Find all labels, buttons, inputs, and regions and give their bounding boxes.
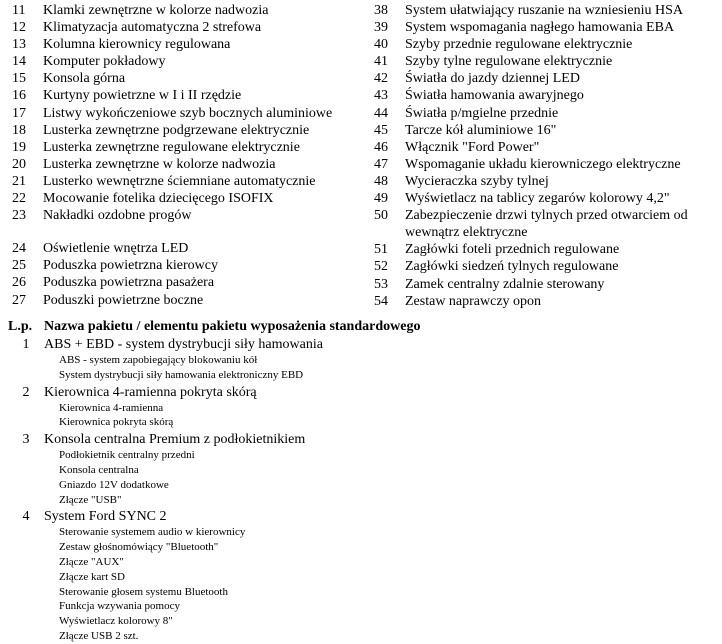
list-item bbox=[374, 276, 722, 293]
item-text: Zamek centralny zdalnie sterowany bbox=[405, 276, 605, 292]
item-text: Zabezpieczenie drzwi tylnych przed otwarciem od wewnątrz elektryczne bbox=[405, 208, 688, 241]
item-text: Oświetlenie wnętrza LED bbox=[43, 241, 189, 257]
item-number: 38 bbox=[374, 3, 388, 18]
list-item bbox=[374, 293, 722, 310]
item-text: Konsola górna bbox=[43, 71, 126, 87]
item-number: 46 bbox=[374, 139, 388, 155]
item-number: 41 bbox=[374, 54, 388, 70]
item-text: Komputer pokładowy bbox=[43, 54, 166, 70]
item-text: Lusterka zewnętrzne w kolorze nadwozia bbox=[43, 156, 276, 172]
item-number: 21 bbox=[12, 173, 26, 189]
item-number: 27 bbox=[12, 292, 26, 308]
item-number: 50 bbox=[374, 208, 388, 224]
item-text: Listwy wykończeniowe szyb bocznych aluminiowe bbox=[43, 105, 333, 121]
list-item bbox=[374, 87, 722, 104]
list-item bbox=[374, 173, 722, 190]
package-element: Funkcja wzywania pomocy bbox=[59, 600, 180, 613]
package-row bbox=[8, 385, 708, 401]
list-item bbox=[12, 190, 364, 207]
list-item bbox=[374, 139, 722, 156]
item-number: 42 bbox=[374, 71, 388, 87]
package-number: 1 bbox=[22, 337, 30, 352]
item-text: System ułatwiający ruszanie na wzniesieniu HSA bbox=[405, 3, 683, 18]
item-text: Poduszka powietrzna pasażera bbox=[43, 275, 215, 291]
list-item bbox=[374, 207, 722, 241]
list-item bbox=[12, 257, 364, 274]
standard-equipment-section bbox=[8, 318, 708, 644]
package-name: Kierownica 4-ramienna pokryta skórą bbox=[44, 384, 257, 400]
equipment-list-right bbox=[374, 2, 722, 310]
item-text: Poduszki powietrzne boczne bbox=[43, 292, 204, 308]
list-item bbox=[12, 173, 364, 190]
item-text: Światła p/mgielne przednie bbox=[405, 105, 559, 121]
item-number: 12 bbox=[12, 20, 26, 36]
item-text: Szyby przednie regulowane elektrycznie bbox=[405, 37, 633, 53]
item-number: 22 bbox=[12, 191, 26, 207]
item-text: Włącznik "Ford Power" bbox=[405, 139, 540, 155]
item-text: Wyświetlacz na tablicy zegarów kolorowy 4,2" bbox=[405, 191, 670, 207]
item-text: Zagłówki siedzeń tylnych regulowane bbox=[405, 259, 619, 275]
package-element: Konsola centralna bbox=[59, 463, 139, 476]
item-number: 14 bbox=[12, 54, 26, 70]
item-number: 54 bbox=[374, 293, 388, 309]
package-row bbox=[8, 432, 708, 448]
item-text: Światła hamowania awaryjnego bbox=[405, 88, 584, 104]
list-item bbox=[12, 122, 364, 139]
package-element: Złącze "AUX" bbox=[59, 555, 124, 568]
item-text: Zestaw naprawczy opon bbox=[405, 293, 542, 309]
item-text: Szyby tylne regulowane elektrycznie bbox=[405, 54, 613, 70]
list-item bbox=[12, 274, 364, 291]
list-item bbox=[374, 53, 722, 70]
item-text: Lusterka zewnętrzne podgrzewane elektrycznie bbox=[43, 122, 310, 138]
list-item bbox=[374, 258, 722, 275]
item-number: 25 bbox=[12, 258, 26, 274]
package-element: Sterowanie systemem audio w kierownicy bbox=[59, 526, 246, 539]
item-number: 19 bbox=[12, 139, 26, 155]
header-lp: L.p. bbox=[8, 319, 33, 334]
package-element: Złącze "USB" bbox=[59, 493, 122, 506]
item-text: Kolumna kierownicy regulowana bbox=[43, 37, 231, 53]
list-item bbox=[12, 87, 364, 104]
package-element: Złącze USB 2 szt. bbox=[59, 629, 139, 642]
item-number: 48 bbox=[374, 173, 388, 189]
item-number: 20 bbox=[12, 156, 26, 172]
list-item bbox=[12, 70, 364, 87]
package-element: Zestaw głośnomówiący "Bluetooth" bbox=[59, 541, 219, 554]
item-number: 44 bbox=[374, 105, 388, 121]
list-item bbox=[374, 156, 722, 173]
package-element: Sterowanie głosem systemu Bluetooth bbox=[59, 585, 228, 598]
item-number: 45 bbox=[374, 122, 388, 138]
item-text: Tarcze kół aluminiowe 16" bbox=[405, 122, 557, 138]
package-row bbox=[8, 337, 708, 353]
item-text: System wspomagania nagłego hamowania EBA bbox=[405, 20, 675, 36]
item-number: 51 bbox=[374, 242, 388, 258]
package-name: System Ford SYNC 2 bbox=[44, 509, 167, 525]
package-name: Konsola centralna Premium z podłokietnikiem bbox=[44, 432, 306, 448]
item-text: Lusterko wewnętrzne ściemniane automatycznie bbox=[43, 173, 316, 189]
item-text: Lusterka zewnętrzne regulowane elektrycznie bbox=[43, 139, 300, 155]
header-title: Nazwa pakietu / elementu pakietu wyposażenia standardowego bbox=[44, 319, 421, 334]
item-number: 13 bbox=[12, 37, 26, 53]
package-element: ABS - system zapobiegający blokowaniu kół bbox=[59, 354, 258, 366]
list-item bbox=[12, 207, 364, 224]
item-number: 40 bbox=[374, 37, 388, 53]
item-text: Wycieraczka szyby tylnej bbox=[405, 173, 549, 189]
item-text: Poduszka powietrzna kierowcy bbox=[43, 258, 218, 274]
item-text: Kurtyny powietrzne w I i II rzędzie bbox=[43, 88, 242, 104]
item-text: Klamki zewnętrzne w kolorze nadwozia bbox=[43, 3, 269, 18]
list-item bbox=[374, 2, 722, 19]
package-number: 2 bbox=[22, 384, 30, 400]
list-item bbox=[12, 2, 364, 19]
package-element: Złącze kart SD bbox=[59, 570, 125, 583]
list-item bbox=[12, 53, 364, 70]
package-element: Kierownica 4-ramienna bbox=[59, 401, 164, 414]
list-item bbox=[12, 36, 364, 53]
item-text: Światła do jazdy dziennej LED bbox=[405, 71, 580, 87]
list-item bbox=[374, 190, 722, 207]
list-item bbox=[12, 240, 364, 257]
item-number: 15 bbox=[12, 71, 26, 87]
list-item bbox=[374, 105, 722, 122]
item-number: 49 bbox=[374, 191, 388, 207]
item-number: 26 bbox=[12, 275, 26, 291]
item-number: 53 bbox=[374, 276, 388, 292]
package-number: 4 bbox=[22, 509, 30, 525]
item-number: 47 bbox=[374, 156, 388, 172]
list-item bbox=[12, 19, 364, 36]
package-number: 3 bbox=[22, 432, 30, 448]
item-text: Klimatyzacja automatyczna 2 strefowa bbox=[43, 20, 262, 36]
item-text: Zagłówki foteli przednich regulowane bbox=[405, 242, 620, 258]
item-number: 11 bbox=[12, 3, 26, 18]
item-number: 18 bbox=[12, 122, 26, 138]
item-number: 17 bbox=[12, 105, 26, 121]
list-item bbox=[374, 36, 722, 53]
list-item bbox=[374, 70, 722, 87]
package-element: Kierownica pokryta skórą bbox=[59, 416, 174, 429]
list-item bbox=[374, 122, 722, 139]
item-text: Nakładki ozdobne progów bbox=[43, 208, 192, 224]
package-element: Wyświetlacz kolorowy 8" bbox=[59, 615, 173, 628]
section-header bbox=[8, 318, 708, 335]
item-number: 39 bbox=[374, 20, 388, 36]
package-row bbox=[8, 509, 708, 525]
list-item bbox=[374, 19, 722, 36]
equipment-list-left bbox=[12, 2, 364, 309]
item-number: 43 bbox=[374, 88, 388, 104]
item-number: 24 bbox=[12, 241, 26, 257]
package-element: Gniazdo 12V dodatkowe bbox=[59, 478, 169, 491]
item-number: 23 bbox=[12, 208, 26, 224]
package-name: ABS + EBD - system dystrybucji siły hamowania bbox=[44, 337, 323, 352]
package-element: System dystrybucji siły hamowania elektroniczny EBD bbox=[59, 368, 304, 381]
list-item bbox=[12, 156, 364, 173]
list-item bbox=[12, 292, 364, 309]
list-item bbox=[12, 139, 364, 156]
list-item bbox=[12, 105, 364, 122]
item-text: Mocowanie fotelika dziecięcego ISOFIX bbox=[43, 191, 274, 207]
item-number: 52 bbox=[374, 259, 388, 275]
package-element: Podłokietnik centralny przedni bbox=[59, 449, 195, 462]
item-number: 16 bbox=[12, 88, 26, 104]
item-text: Wspomaganie układu kierowniczego elektryczne bbox=[405, 156, 681, 172]
list-item bbox=[374, 241, 722, 258]
